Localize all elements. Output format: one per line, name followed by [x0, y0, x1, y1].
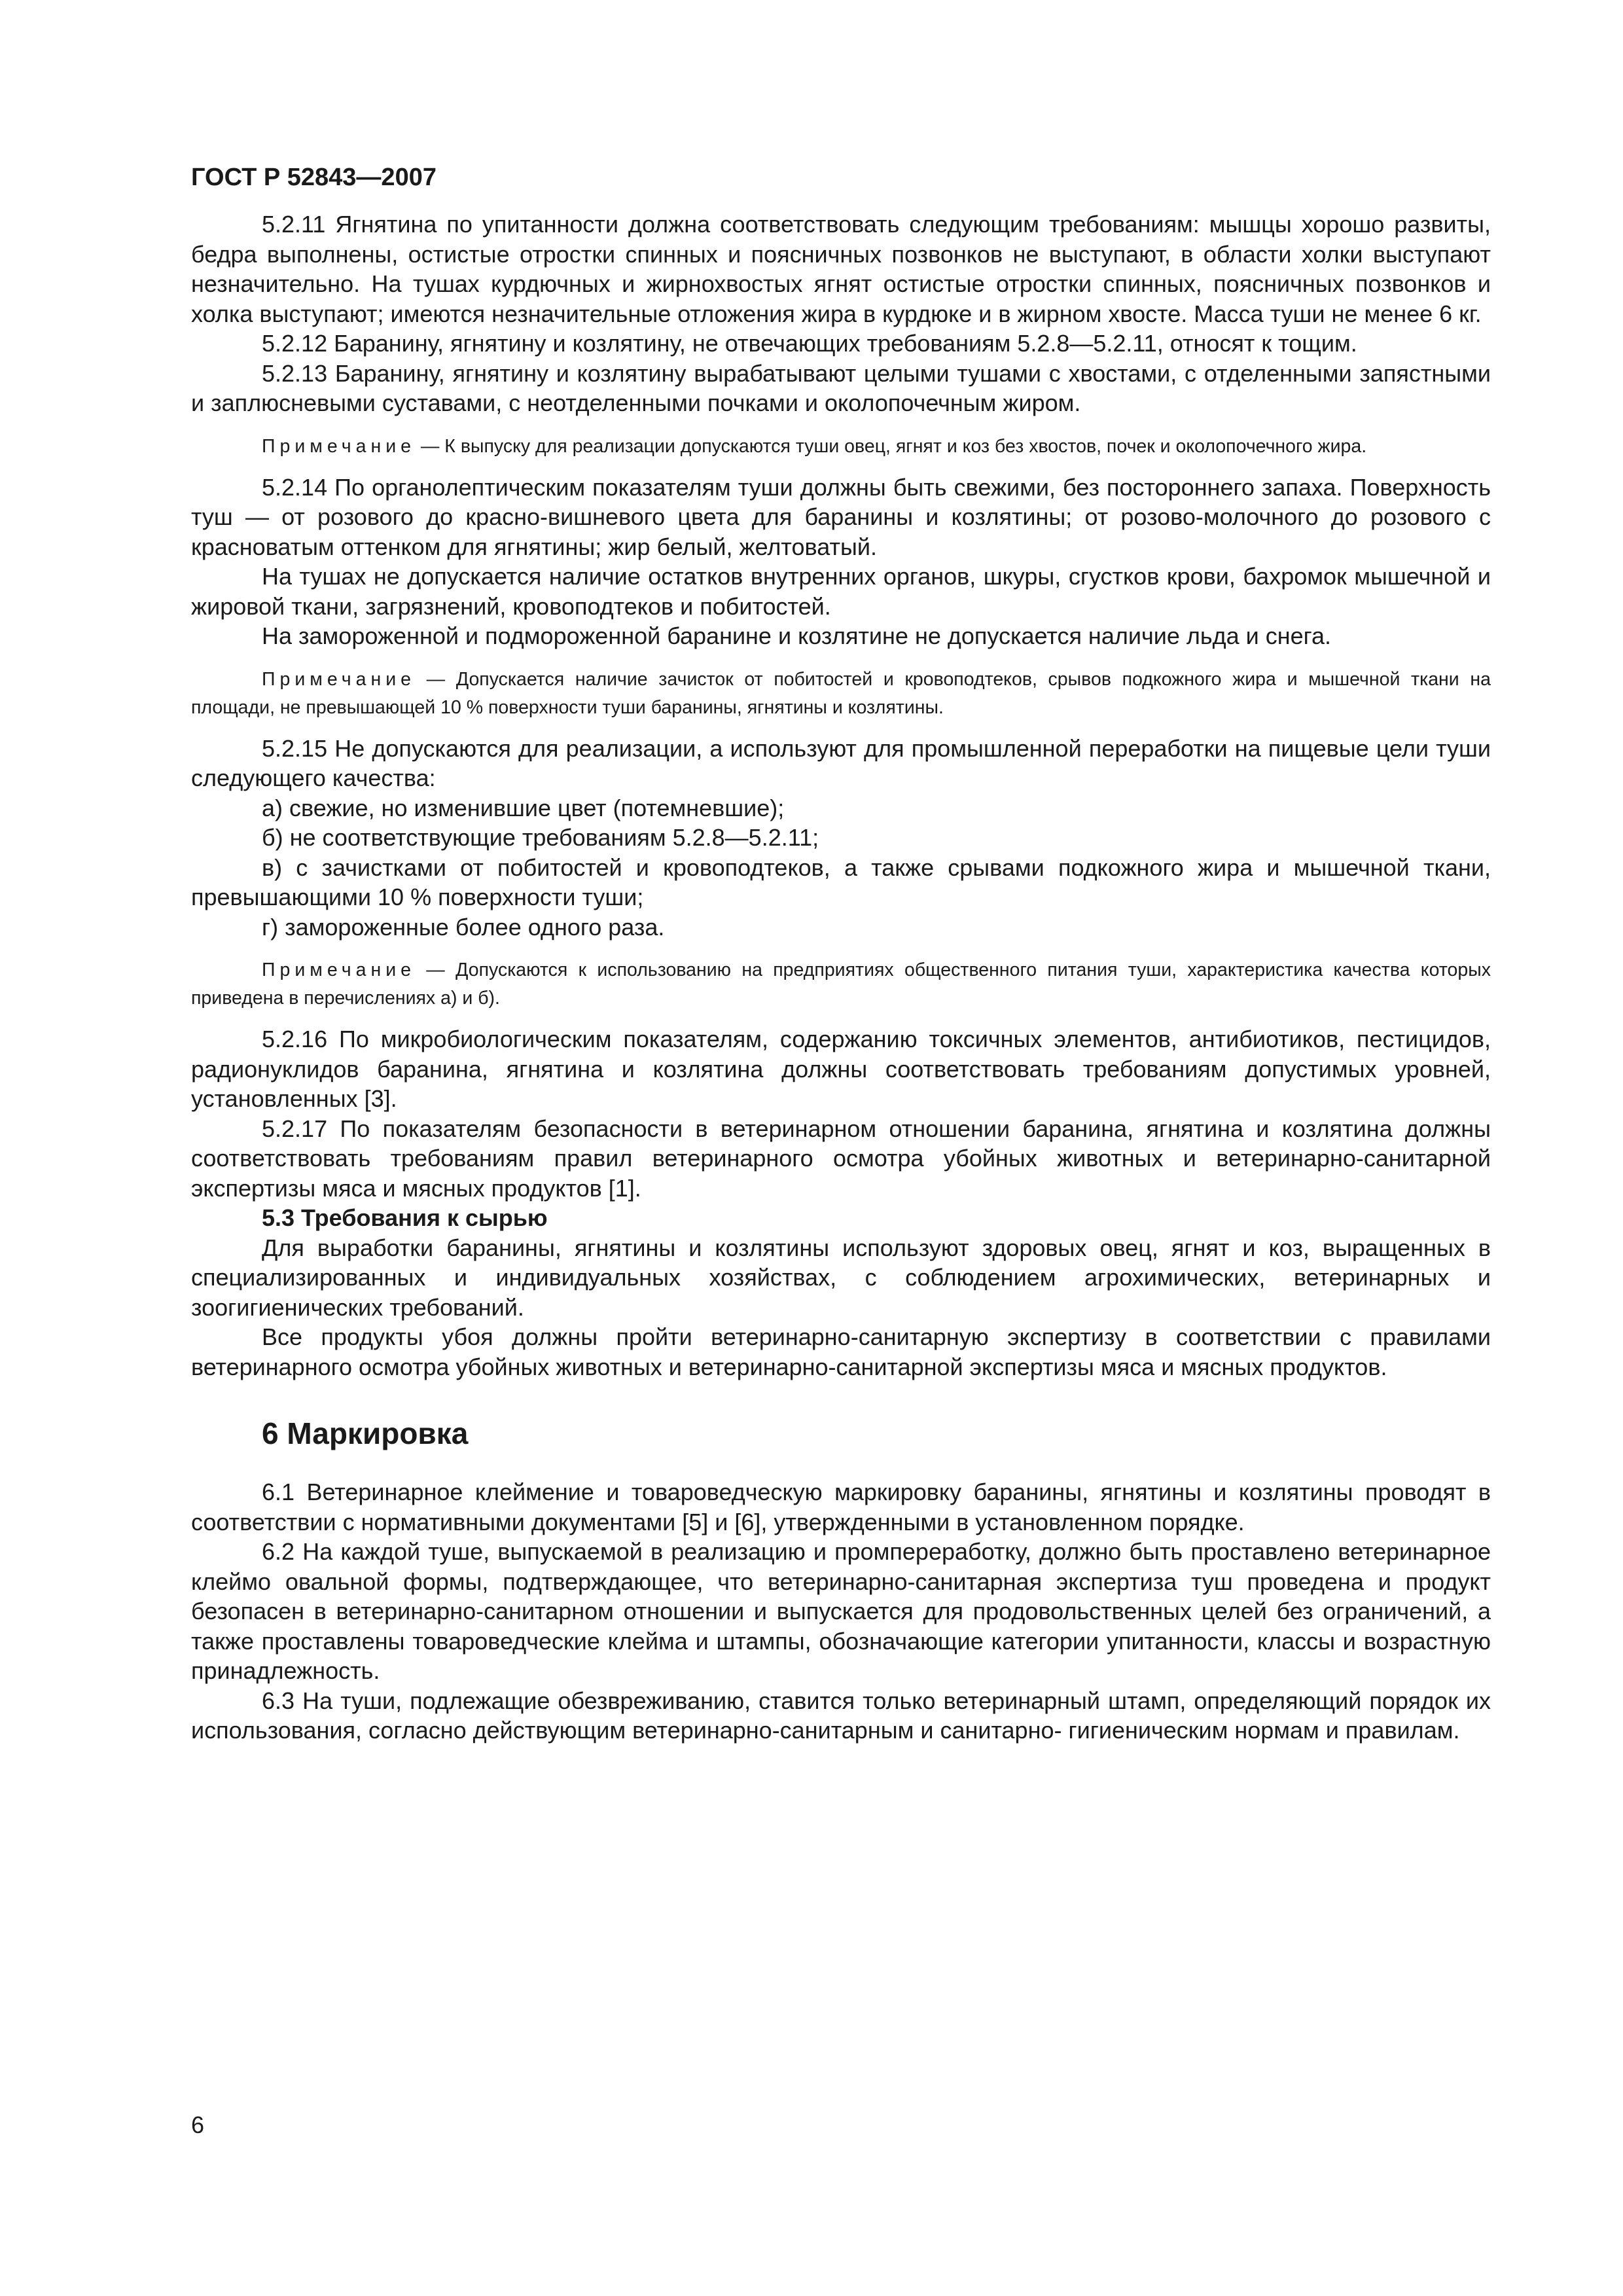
paragraph-5-2-14-c: На замороженной и подмороженной баранине и козлятине не допускается наличие льда и снега.	[262, 622, 1332, 649]
list-item: г) замороженные более одного раза.	[262, 913, 665, 941]
paragraph-5-2-14-b: На тушах не допускается наличие остатков внутренних органов, шкуры, сгустков крови, бахромок мышечной и жировой ткани, загрязнений, кровоподтеков и побитостей.	[191, 563, 1491, 620]
paragraph-5-2-15: 5.2.15 Не допускаются для реализации, а используют для промышленной переработки на пищевые цели туши следующего качества:	[191, 734, 1491, 791]
list-item: а) свежие, но изменившие цвет (потемневшие);	[262, 794, 785, 821]
paragraph-6-2: 6.2 На каждой туше, выпускаемой в реализацию и промпереработку, должно быть проставлено ветеринарное клеймо овальной формы, подтверждающее, что ветеринарно-санитарная экспертиза туш проведена и продукт безопасен в ветеринарно-санитарном отношении и выпускается для продовольственных целей без ограничений, а также проставлены товароведческие клейма и штампы, обозначающие категории упитанности, классы и возрастную принадлежность.	[191, 1538, 1491, 1684]
paragraph-5-2-11: 5.2.11 Ягнятина по упитанности должна соответствовать следующим требованиям: мышцы хорошо развиты, бедра выполнены, остистые отростки спинных и поясничных позвонков не выступают, в области холки выступают незначительно. На тушах курдючных и жирнохвостых ягнят остистые отростки спинных, поясничных позвонков и холка выступают; имеются незначительные отложения жира в курдюке и в жирном хвосте. Масса туши не менее 6 кг.	[191, 211, 1491, 327]
note-2	[191, 666, 1491, 722]
note-text: — Допускается наличие зачисток от побитостей и кровоподтеков, срывов подкожного жира и мышечной ткани на площади, не превышающей 10 % поверхности туши баранины, ягнятины и козлятины.	[191, 668, 1491, 718]
list-5-2-15	[191, 793, 1491, 942]
note-1	[191, 433, 1491, 461]
note-3	[191, 956, 1491, 1013]
paragraph-5-2-17: 5.2.17 По показателям безопасности в ветеринарном отношении баранина, ягнятина и козлятина должны соответствовать требованиям правил ветеринарного осмотра убойных животных и ветеринарно-санитарной экспертизы мяса и мясных продуктов [1].	[191, 1115, 1491, 1202]
page-number: 6	[191, 2111, 205, 2138]
note-label: Примечание	[262, 960, 416, 980]
page-content	[191, 209, 1491, 1746]
paragraph-5-3-b: Все продукты убоя должны пройти ветеринарно-санитарную экспертизу в соответствии с правилами ветеринарного осмотра убойных животных и ветеринарно-санитарной экспертизы мяса и мясных продуктов.	[191, 1323, 1491, 1380]
list-item: в) с зачистками от побитостей и кровоподтеков, а также срывами подкожного жира и мышечной ткани, превышающими 10 % поверхности туши;	[191, 853, 1491, 910]
paragraph-5-2-12: 5.2.12 Баранину, ягнятину и козлятину, не отвечающих требованиям 5.2.8—5.2.11, относят к тощим.	[262, 330, 1357, 357]
subsection-heading-5-3: 5.3 Требования к сырью	[262, 1204, 548, 1231]
paragraph-6-1: 6.1 Ветеринарное клеймение и товароведческую маркировку баранины, ягнятины и козлятины проводят в соответствии с нормативными документами [5] и [6], утвержденными в установленном порядке.	[191, 1479, 1491, 1535]
list-item: б) не соответствующие требованиям 5.2.8—5.2.11;	[262, 824, 819, 851]
note-text: — Допускаются к использованию на предприятиях общественного питания туши, характеристика качества которых приведена в перечислениях а) и б).	[191, 960, 1491, 1009]
note-text: — К выпуску для реализации допускаются туши овец, ягнят и коз без хвостов, почек и околопочечного жира.	[420, 435, 1367, 457]
note-label: Примечание	[262, 668, 416, 690]
paragraph-5-2-14: 5.2.14 По органолептическим показателям туши должны быть свежими, без постороннего запаха. Поверхность туш — от розового до красно-вишневого цвета для баранины и козлятины; от розово-молочного до розового с красноватым оттенком для ягнятины; жир белый, желтоватый.	[191, 473, 1491, 560]
paragraph-5-3-a: Для выработки баранины, ягнятины и козлятины используют здоровых овец, ягнят и коз, выращенных в специализированных и индивидуальных хозяйствах, с соблюдением агрохимических, ветеринарных и зоогигиенических требований.	[191, 1234, 1491, 1321]
paragraph-6-3: 6.3 На туши, подлежащие обезвреживанию, ставится только ветеринарный штамп, определяющий порядок их использования, согласно действующим ветеринарно-санитарным и санитарно- гигиеническим нормам и правилам.	[191, 1687, 1491, 1744]
standard-code-header: ГОСТ Р 52843—2007	[191, 164, 437, 191]
paragraph-5-2-16: 5.2.16 По микробиологическим показателям, содержанию токсичных элементов, антибиотиков, пестицидов, радионуклидов баранина, ягнятина и козлятина должны соответствовать требованиям допустимых уровней, установленных [3].	[191, 1026, 1491, 1112]
note-label: Примечание	[262, 435, 416, 457]
paragraph-5-2-13: 5.2.13 Баранину, ягнятину и козлятину вырабатывают целыми тушами с хвостами, с отделенными запястными и заплюсневыми суставами, с неотделенными почками и околопочечным жиром.	[191, 359, 1491, 416]
section-heading-6: 6 Маркировка	[262, 1416, 469, 1450]
